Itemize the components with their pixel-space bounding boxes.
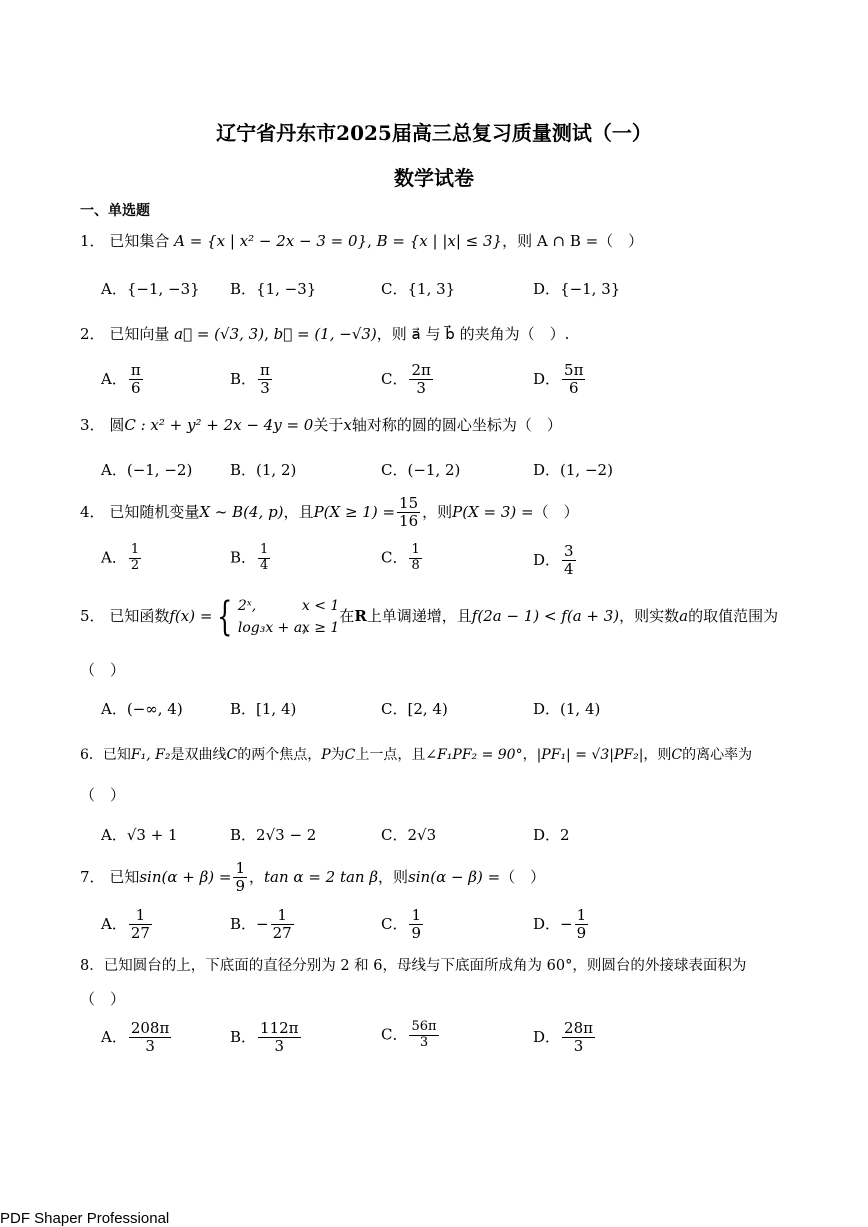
question-text: （ ） [533, 502, 579, 521]
question-number: 3． [80, 416, 105, 434]
option-b [230, 698, 296, 719]
question-text: 轴对称的圆的圆心坐标为（ ） [351, 416, 562, 434]
case-expression: log₃x + a, [237, 620, 307, 636]
option-label: A． [101, 369, 127, 388]
question-text: （ ） [500, 867, 546, 886]
option-label: A． [101, 700, 127, 718]
fraction-numerator: 2π [411, 361, 431, 379]
math-var: a [679, 607, 689, 625]
option-text: {−1, −3} [126, 280, 200, 298]
question-6 [80, 744, 752, 764]
option-d [533, 824, 570, 845]
question-text: ，则实数 [619, 607, 680, 625]
option-label: B． [230, 826, 257, 844]
question-text: ，则 [643, 747, 672, 763]
fraction-numerator: 1 [235, 859, 245, 877]
math-ratio: |PF₁| = √3|PF₂| [536, 747, 644, 763]
case-condition: x ≥ 1 [301, 620, 340, 636]
option-label: C． [381, 548, 408, 567]
question-text: 上一点，且 [355, 747, 426, 763]
question-2: 2． 已知向量 a⃗ = (√3, 3), b⃗ = (1, −√3)，则 a⃗ 与 b⃗ 的夹角为（ ）. [80, 325, 570, 343]
option-label: C． [381, 1025, 408, 1044]
option-label: D． [533, 369, 561, 388]
option-label: C． [381, 826, 408, 844]
fraction-denominator: 4 [564, 560, 574, 579]
fraction-denominator: 6 [131, 379, 141, 398]
option-text: {1, −3} [256, 280, 317, 298]
option-label: B． [230, 914, 257, 933]
option-label: C． [381, 700, 408, 718]
option-label: D． [533, 826, 561, 844]
math-function: f(x) = [169, 607, 213, 625]
option-d [533, 278, 620, 299]
option-label: D． [533, 461, 561, 479]
fraction-denominator: 3 [274, 1037, 285, 1056]
answer-paren: （ ） [80, 786, 126, 804]
fraction-numerator: 1 [271, 907, 294, 925]
option-d [533, 362, 587, 398]
question-text: 的取值范围为 [688, 607, 779, 625]
fraction-denominator: 3 [573, 1037, 584, 1056]
option-label: A． [101, 280, 127, 298]
option-b [230, 543, 272, 574]
math-set-b: B = {x | |x| ≤ 3} [376, 232, 503, 250]
question-text: ，则 A ∩ B =（ ） [502, 232, 644, 250]
option-label: C． [381, 914, 408, 933]
question-4 [80, 495, 579, 531]
option-a [101, 824, 178, 845]
option-b [230, 362, 274, 398]
question-7 [80, 860, 545, 896]
option-text: (−1, −2) [126, 461, 193, 479]
question-text: ， [249, 867, 265, 886]
question-1: 1． 已知集合 A = {x | x² − 2x − 3 = 0}, B = {x | |x| ≤ 3}，则 A ∩ B =（ ） [80, 232, 644, 250]
option-d [533, 543, 578, 579]
question-5 [80, 595, 778, 639]
option-a [101, 362, 145, 398]
fraction-numerator: 1 [411, 542, 420, 557]
option-d [533, 1020, 597, 1056]
option-a [101, 278, 200, 299]
fraction-denominator: 4 [260, 557, 269, 573]
option-label: D． [533, 700, 561, 718]
left-brace-icon: { [217, 594, 233, 640]
fraction-denominator: 3 [419, 1034, 429, 1050]
question-text: 在 [339, 607, 355, 625]
question-text: ， [522, 747, 537, 763]
option-label: C． [381, 280, 408, 298]
question-3 [80, 414, 562, 435]
option-a [101, 459, 192, 480]
math-relation: tan α = 2 tan β [264, 867, 379, 886]
fraction-numerator: 1 [576, 906, 587, 924]
fraction-numerator: 15 [399, 494, 419, 512]
math-distribution: X ~ B(4, p) [199, 502, 284, 521]
question-text: 已知向量 [109, 325, 170, 343]
question-text: 已知随机变量 [109, 502, 200, 521]
question-text: 是双曲线 [170, 747, 227, 763]
section-heading: 一、单选题 [80, 203, 150, 219]
math-var: C [671, 747, 683, 763]
fraction-numerator: 56π [411, 1019, 437, 1034]
option-text: (1, −2) [560, 461, 613, 479]
question-text: 已知圆台的上，下底面的直径分别为 2 和 6，母线与下底面所成角为 60°，则圆台的外接球表面积为 [103, 958, 747, 974]
math-inequality: f(2a − 1) < f(a + 3) [471, 607, 620, 625]
case-row-2 [238, 617, 339, 639]
option-label: A． [101, 1027, 127, 1046]
question-number: 4． [80, 502, 105, 521]
fraction-numerator: 1 [411, 906, 422, 924]
option-a [101, 698, 183, 719]
math-probability: P(X ≥ 1) = [313, 502, 396, 521]
option-c [381, 362, 435, 398]
option-a [101, 543, 143, 574]
question-text: 已知 [109, 867, 140, 886]
option-b [230, 824, 316, 845]
option-a [101, 1020, 173, 1056]
fraction-numerator: 1 [129, 907, 152, 925]
math-var: P [321, 747, 331, 763]
document-title: 辽宁省丹东市2025届高三总复习质量测试（一） [216, 121, 652, 145]
option-a [101, 907, 154, 943]
fraction-denominator: 9 [576, 924, 587, 943]
question-text: 的离心率为 [682, 747, 753, 763]
fraction-denominator: 8 [411, 557, 420, 573]
option-label: B． [230, 280, 257, 298]
fraction-denominator: 16 [399, 512, 419, 531]
option-label: B． [230, 700, 257, 718]
option-label: B． [230, 461, 257, 479]
question-number: 8． [80, 958, 104, 974]
math-equation: C : x² + y² + 2x − 4y = 0 [124, 416, 314, 434]
fraction-denominator: 6 [568, 379, 579, 398]
fraction-numerator: 28π [564, 1019, 593, 1037]
case-expression: 2ˣ, [237, 598, 257, 614]
fraction-numerator: π [130, 361, 141, 379]
fraction-denominator: 27 [130, 924, 150, 943]
option-text: 2√3 − 2 [256, 826, 317, 844]
option-text: (1, 2) [256, 461, 297, 479]
math-lhs: sin(α + β) = [139, 867, 232, 886]
answer-paren: （ ） [80, 661, 126, 679]
math-vector-a: a⃗ = (√3, 3) [174, 325, 265, 343]
option-b [230, 459, 296, 480]
option-d [533, 459, 613, 480]
option-label: A． [101, 461, 127, 479]
fraction-numerator: 3 [564, 542, 574, 560]
fraction-denominator: 9 [411, 924, 422, 943]
option-d [533, 907, 590, 943]
option-c [381, 824, 436, 845]
option-c [381, 1020, 441, 1051]
question-text: 已知函数 [109, 607, 170, 625]
math-angle: ∠F₁PF₂ = 90° [425, 747, 523, 763]
case-row-1 [238, 595, 339, 617]
option-label: B． [230, 1027, 257, 1046]
fraction-denominator: 2 [130, 557, 140, 573]
question-text: ，则 [422, 502, 453, 521]
option-c [381, 698, 448, 719]
option-text: [2, 4) [407, 700, 448, 718]
option-b [230, 278, 316, 299]
question-number: 2． [80, 325, 105, 343]
option-label: D． [533, 914, 561, 933]
fraction-numerator: 112π [260, 1019, 299, 1037]
fraction-denominator: 3 [145, 1037, 155, 1056]
option-sign: − [560, 914, 573, 933]
piecewise-cases [238, 595, 339, 639]
option-c [381, 459, 460, 480]
option-label: D． [533, 1027, 561, 1046]
fraction-numerator: 208π [130, 1019, 170, 1037]
math-var: C [344, 747, 356, 763]
math-var: x [343, 416, 352, 434]
fraction-denominator: 3 [260, 379, 270, 398]
case-condition: x < 1 [301, 598, 340, 614]
option-text: 2 [560, 826, 570, 844]
math-target: sin(α − β) = [408, 867, 501, 886]
question-number: 7． [80, 867, 105, 886]
watermark-text: PDF Shaper Professional [0, 1210, 170, 1227]
answer-paren: （ ） [80, 990, 126, 1008]
question-text: ，且 [283, 502, 314, 521]
option-text: [1, 4) [256, 700, 297, 718]
question-text: 已知集合 [109, 232, 170, 250]
math-target: P(X = 3) = [452, 502, 534, 521]
option-label: C． [381, 369, 408, 388]
math-var: C [226, 747, 238, 763]
option-text: 2√3 [407, 826, 437, 844]
question-text: 上单调递增，且 [366, 607, 472, 625]
fraction-denominator: 9 [235, 877, 245, 896]
option-label: C． [381, 461, 408, 479]
option-b [230, 1020, 303, 1056]
math-domain: R [354, 607, 367, 625]
math-set-a: A = {x | x² − 2x − 3 = 0} [174, 232, 368, 250]
question-number: 6． [80, 747, 103, 763]
option-text: (−∞, 4) [126, 700, 183, 718]
question-number: 5． [80, 607, 105, 625]
question-number: 1． [80, 232, 105, 250]
option-label: A． [101, 548, 127, 567]
question-8 [80, 954, 746, 975]
fraction-denominator: 3 [416, 379, 426, 398]
option-text: (1, 4) [560, 700, 601, 718]
option-c [381, 278, 455, 299]
option-c [381, 907, 425, 943]
option-d [533, 698, 600, 719]
option-text: {1, 3} [407, 280, 456, 298]
question-text: 的两个焦点， [237, 747, 322, 763]
option-text: {−1, 3} [560, 280, 621, 298]
question-text: ，则 a⃗ 与 b⃗ 的夹角为（ ）. [376, 325, 570, 343]
fraction-numerator: 1 [260, 542, 269, 557]
option-label: D． [533, 550, 561, 569]
question-text: 圆 [109, 416, 125, 434]
option-sign: − [256, 914, 269, 933]
math-foci: F₁, F₂ [130, 747, 171, 763]
question-text: 为 [330, 747, 345, 763]
fraction-denominator: 27 [272, 924, 292, 943]
option-label: D． [533, 280, 561, 298]
option-text: √3 + 1 [126, 826, 178, 844]
fraction-numerator: 5π [564, 361, 584, 379]
question-text: ，则 [378, 867, 409, 886]
option-text: (−1, 2) [407, 461, 461, 479]
option-label: A． [101, 914, 127, 933]
question-text: 已知 [102, 747, 131, 763]
option-label: A． [101, 826, 127, 844]
option-b [230, 907, 296, 943]
math-vector-b: b⃗ = (1, −√3) [273, 325, 377, 343]
document-subtitle: 数学试卷 [394, 166, 474, 190]
fraction-numerator: π [260, 361, 270, 379]
option-label: B． [230, 369, 257, 388]
question-text: 关于 [313, 416, 344, 434]
option-label: B． [230, 548, 257, 567]
option-c [381, 543, 424, 574]
fraction-numerator: 1 [130, 542, 140, 557]
